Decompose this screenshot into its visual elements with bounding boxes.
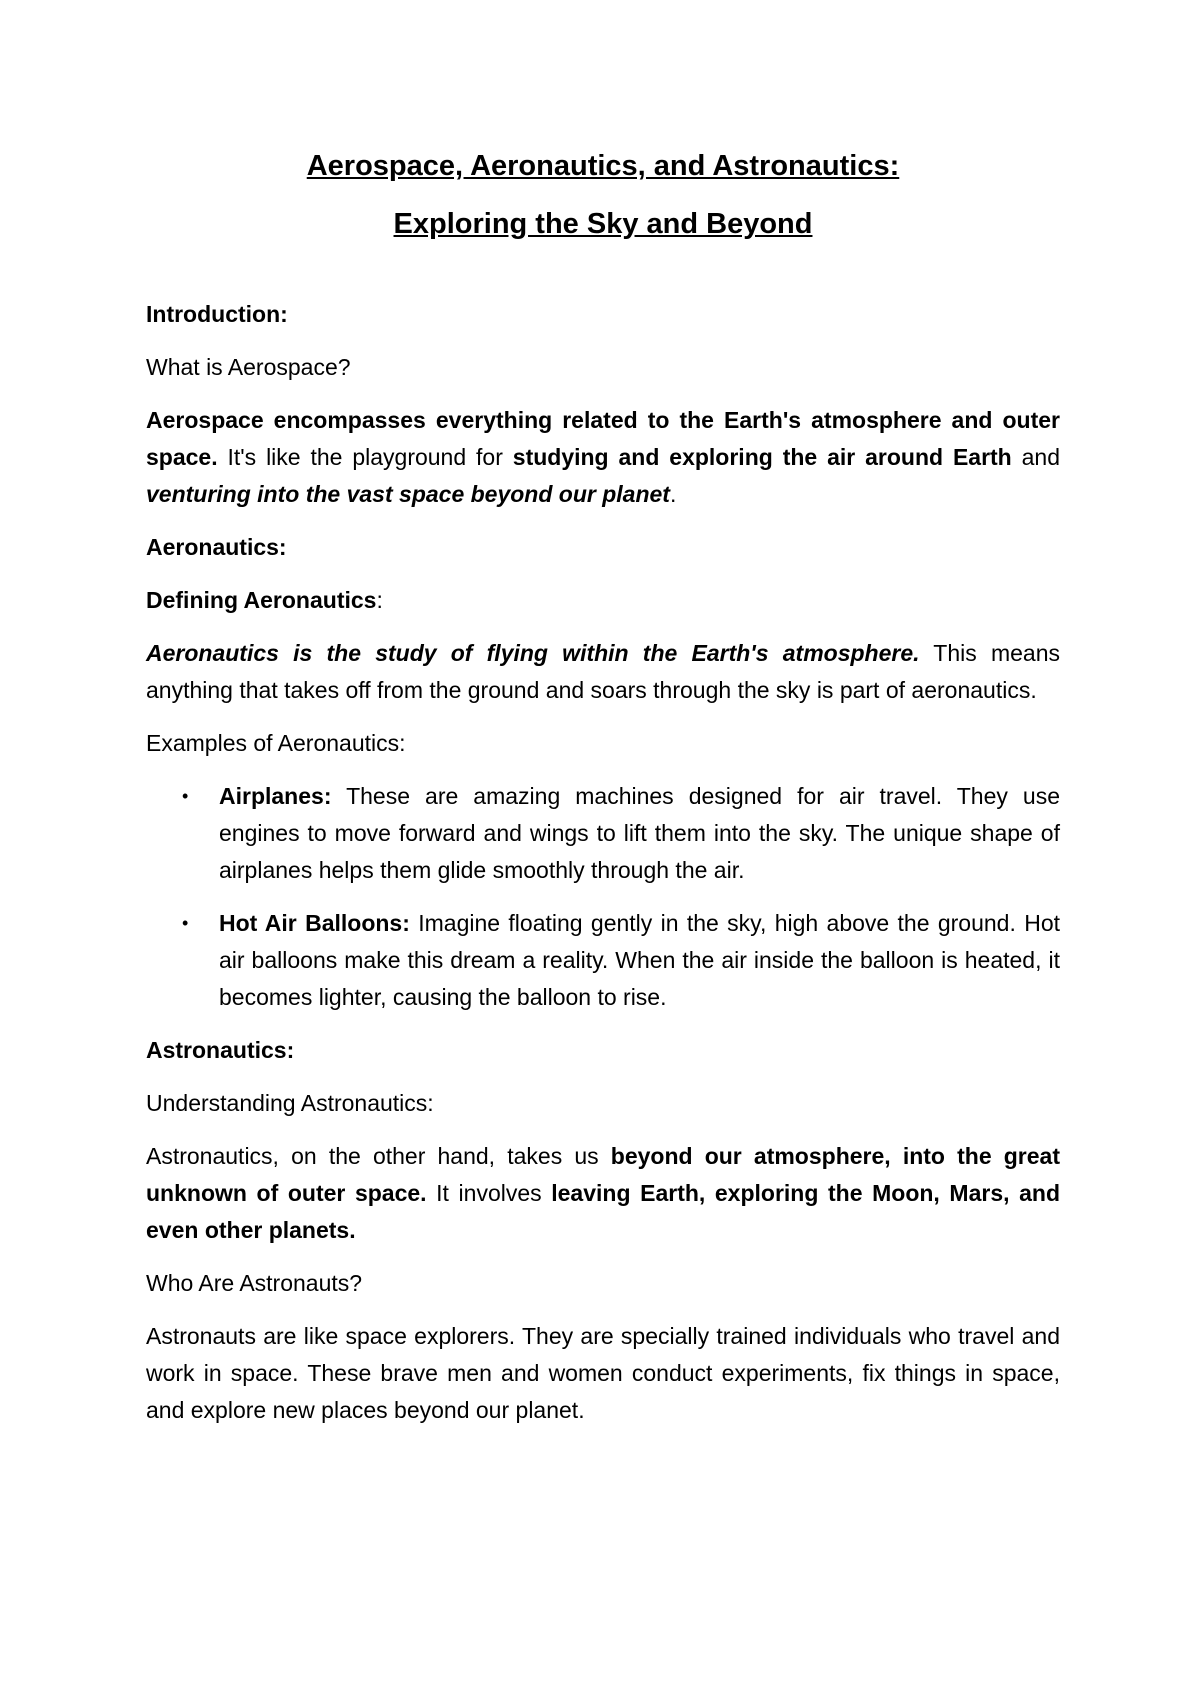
example-text: These are amazing machines designed for air travel. They use engines to move forward and wings to lift them into the sky. The unique shape of airplanes helps them glide smoothly through the air. [219, 783, 1060, 883]
bullet-icon: • [182, 786, 189, 806]
astronauts-paragraph: Astronauts are like space explorers. They are specially trained individuals who travel and work in space. These brave men and women conduct experiments, fix things in space, and explore new places beyond our planet. [146, 1323, 1060, 1423]
intro-bold-2: studying and exploring the air around Earth [512, 444, 1012, 470]
astronautics-bold-2: leaving Earth, exploring the Moon, Mars, and even other planets. [146, 1180, 1060, 1243]
intro-text-3: . [669, 481, 677, 507]
astronautics-subheading: Understanding Astronautics: [146, 1090, 434, 1116]
astronautics-text-1: Astronautics, on the other hand, takes us [146, 1143, 611, 1169]
document-title-line-2: Exploring the Sky and Beyond [393, 208, 813, 240]
intro-question: What is Aerospace? [146, 354, 351, 380]
astronautics-text-2: It involves [426, 1180, 552, 1206]
aeronautics-examples-label: Examples of Aeronautics: [146, 730, 406, 756]
example-text: Imagine floating gently in the sky, high above the ground. Hot air balloons make this dream a reality. When the air inside the balloon is heated, it becomes lighter, causing the balloon to rise. [219, 910, 1060, 1010]
aeronautics-subheading [146, 582, 1060, 619]
intro-heading: Introduction: [146, 301, 288, 327]
aeronautics-subheading-colon: : [376, 587, 383, 613]
example-term: Hot Air Balloons: [219, 910, 410, 936]
example-term: Airplanes: [219, 783, 332, 809]
aeronautics-heading: Aeronautics: [146, 534, 287, 560]
list-item [146, 905, 1060, 1016]
aeronautics-subheading-text: Defining Aeronautics [146, 587, 377, 613]
intro-text-2: and [1011, 444, 1061, 470]
aeronautics-definition-bold-italic: Aeronautics is the study of flying within the Earth's atmosphere. [146, 640, 920, 666]
intro-bold-italic-1: venturing into the vast space beyond our planet [146, 481, 670, 507]
bullet-icon: • [182, 913, 189, 933]
intro-bold-1: Aerospace encompasses everything related to the Earth's atmosphere and outer space. [146, 407, 1060, 470]
astronautics-heading: Astronautics: [146, 1037, 295, 1063]
astronautics-bold-1: beyond our atmosphere, into the great unknown of outer space. [146, 1143, 1060, 1206]
intro-text-1: It's like the playground for [217, 444, 513, 470]
document-title-line-1: Aerospace, Aeronautics, and Astronautics: [306, 150, 900, 182]
title-spacer [146, 244, 1060, 296]
astronauts-heading: Who Are Astronauts? [146, 1270, 363, 1296]
intro-paragraph [146, 402, 1060, 513]
aeronautics-examples-list [146, 778, 1060, 1016]
aeronautics-definition [146, 635, 1060, 709]
document-body [146, 146, 1060, 1445]
aeronautics-definition-text: This means anything that takes off from the ground and soars through the sky is part of aeronautics. [146, 640, 1060, 703]
list-item [146, 778, 1060, 889]
astronautics-paragraph [146, 1138, 1060, 1249]
